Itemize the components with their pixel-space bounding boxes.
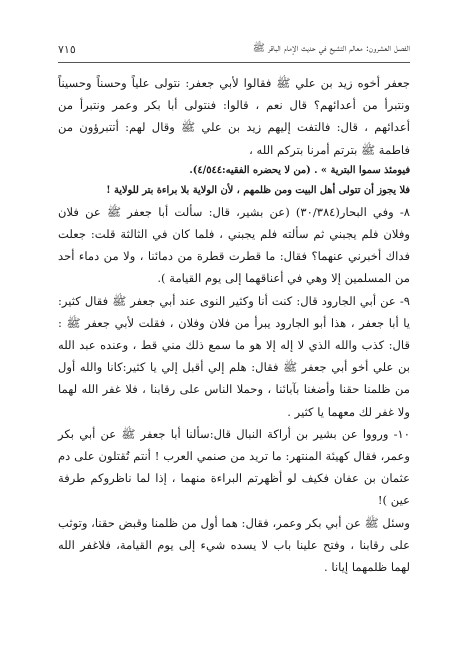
paragraph-1: جعفر أخوه زيد بن علي ﷺ فقالوا لأبي جعفر: نتولى علياً وحسناً وحسيناً ونتبرأ من أعدائهم؟ قال نعم ، قالوا: فنتولى أبا بكر وعمر ونتبرأ من أعدائهم ، قال: فالتفت إليهم زيد بن علي ﷺ وقال لهم: أتتبرؤون من فاطمة ﷺ بترتم أمرنا بتركم الله ، (58, 76, 410, 157)
page-body (58, 72, 410, 578)
paragraph-3: ٩- عن أبي الجارود قال: كنت أنا وكثير النوى عند أبي جعفر ﷺ فقال كثير: يا أبا جعفر ، هذا أبو الجارود يبرأ من فلان وفلان ، فقلت لأبي جعفر ﷺ : قال: كذب والله الذي لا إله إلا هو ما سمع ذلك مني قط ، وعنده عبد الله بن علي أخو أبي جعفر ﷺ فقال: هلم إلي أقبل إلي يا كثير:كانا والله أول من ظلمنا حقنا وأضغنا بآبائنا ، وحملا الناس على رقابنا ، فلا غفر الله لهما ولا غفر لك معهما يا كثير . (58, 293, 410, 419)
section-note: فلا يجوز أن تتولى أهل البيت ومن ظلمهم ، لأن الولاية بلا براءة بتر للولاية ! (106, 184, 410, 196)
running-header (58, 42, 410, 56)
header-rule (58, 62, 410, 63)
page-number: ٧١٥ (58, 42, 76, 56)
chapter-title: الفصل العشرون: معالم التشيع في حديث الإمام الباقر ﷺ (252, 43, 410, 54)
paragraph-5: وسئل ﷺ عن أبي بكر وعمر، فقال: هما أول من ظلمنا وقبض حقنا، وتوثب على رقابنا ، وفتح علينا باب لا يسده شيء إلى يوم القيامة، فلاغفر الله لهما ظلمهما إيانا . (58, 515, 410, 575)
paragraph-2: ٨- وفي البحار(٣٠/٣٨٤) (عن بشير، قال: سألت أبا جعفر ﷺ عن فلان وفلان فلم يجبني ثم سألته فلم يجبني ، فلما كان في الثالثة قلت: جعلت فداك أخبرني عنهما؟ فقال: ما قطرت قطرة من دمائنا ، ولا من دماء أحد من المسلمين إلا وهي في أعناقهما إلى يوم القيامة ). (58, 204, 410, 286)
citation-line: فيومئذ سموا البترية » . (من لا يحضره الفقيه:٤/٥٤٤). (189, 164, 410, 176)
paragraph-4: ١٠- ورووا عن بشير بن أراكة النبال قال:سألنا أبا جعفر ﷺ عن أبي بكر وعمر، فقال كهيئة المنتهر: ما تريد من صنمي العرب ! أنتم تُقتلون على دم عثمان بن عفان فكيف لو أظهرتم البراءة منهما ، إذا لما ناظروكم طرفة عين )! (58, 426, 410, 508)
